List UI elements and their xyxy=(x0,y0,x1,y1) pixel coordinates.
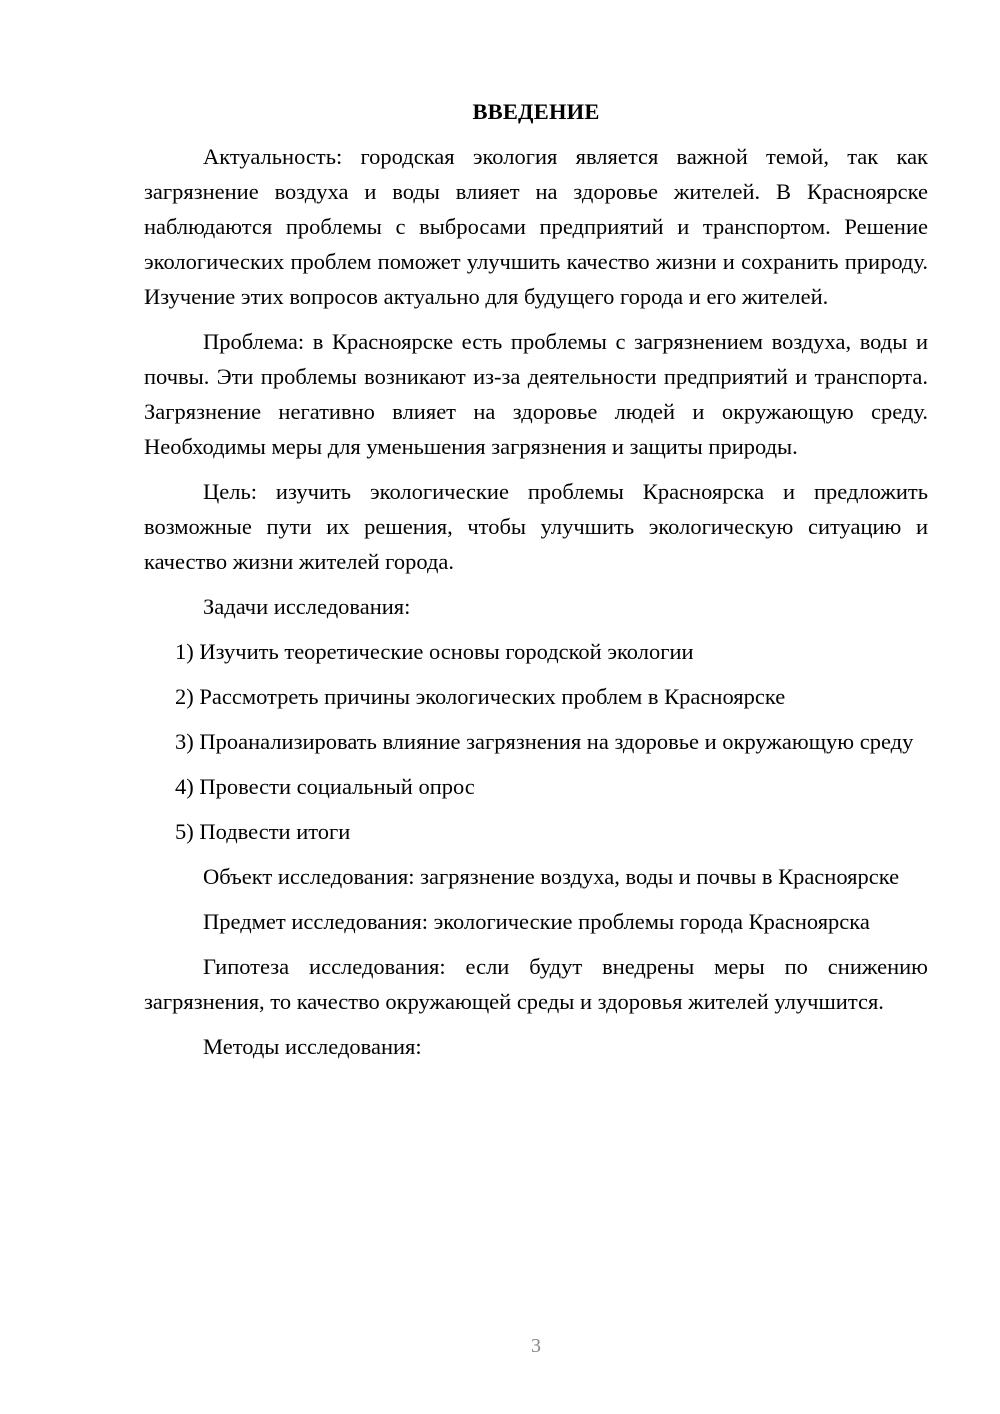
problem-paragraph: Проблема: в Красноярске есть проблемы с загрязнением воздуха, воды и почвы. Эти проблемы возникают из-за деятельности предприятий и транспорта. Загрязнение негативно влияет на здоровье людей и окружающую среду. Необходимы меры для уменьшения загрязнения и защиты природы. xyxy=(144,329,928,459)
section-heading: ВВЕДЕНИЕ xyxy=(472,99,600,124)
task-item: 1) Изучить теоретические основы городской экологии xyxy=(175,639,694,664)
task-item: 4) Провести социальный опрос xyxy=(175,774,475,799)
task-item: 5) Подвести итоги xyxy=(175,819,351,844)
tasks-title: Задачи исследования: xyxy=(203,594,411,619)
hypothesis-paragraph: Гипотеза исследования: если будут внедрены меры по снижению загрязнения, то качество окружающей среды и здоровья жителей улучшится. xyxy=(144,954,928,1014)
task-item: 3) Проанализировать влияние загрязнения на здоровье и окружающую среду xyxy=(175,729,914,754)
methods-title: Методы исследования: xyxy=(203,1034,422,1059)
goal-paragraph: Цель: изучить экологические проблемы Красноярска и предложить возможные пути их решения, чтобы улучшить экологическую ситуацию и качество жизни жителей города. xyxy=(144,479,928,574)
task-item: 2) Рассмотреть причины экологических проблем в Красноярске xyxy=(175,684,786,709)
document-body xyxy=(144,94,928,1074)
object-paragraph: Объект исследования: загрязнение воздуха, воды и почвы в Красноярске xyxy=(203,864,900,889)
page-number: 3 xyxy=(531,1335,541,1357)
relevance-paragraph: Актуальность: городская экология является важной темой, так как загрязнение воздуха и воды влияет на здоровье жителей. В Красноярске наблюдаются проблемы с выбросами предприятий и транспортом. Решение экологических проблем поможет улучшить качество жизни и сохранить природу. Изучение этих вопросов актуально для будущего города и его жителей. xyxy=(144,144,928,309)
subject-paragraph: Предмет исследования: экологические проблемы города Красноярска xyxy=(203,909,870,934)
